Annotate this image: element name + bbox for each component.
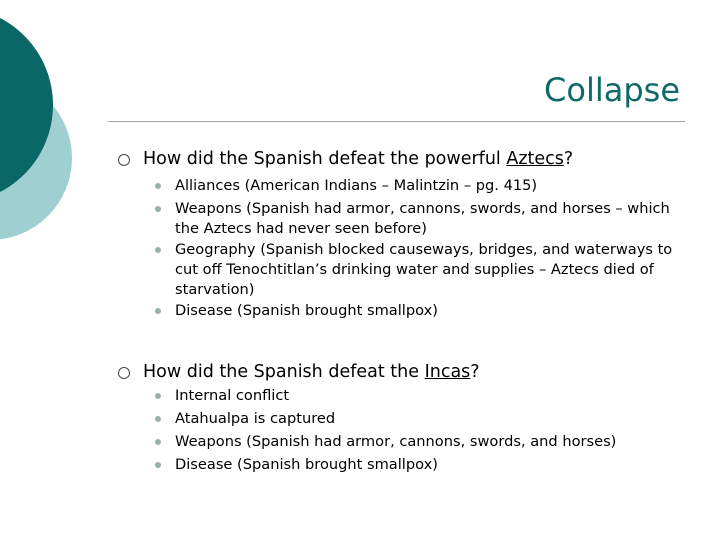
dot-bullet-icon — [155, 183, 161, 189]
hollow-circle-bullet-icon — [118, 367, 130, 379]
list-item: Disease (Spanish brought smallpox) — [175, 302, 438, 319]
dot-bullet-icon — [155, 462, 161, 468]
list-item: Alliances (American Indians – Malintzin – pg. 415) — [175, 177, 538, 194]
question-aztecs: How did the Spanish defeat the powerful Aztecs? — [143, 149, 574, 169]
dot-bullet-icon — [155, 308, 161, 314]
incas-link[interactable]: Incas — [424, 362, 471, 382]
dot-bullet-icon — [155, 416, 161, 422]
list-item: Atahualpa is captured — [175, 410, 336, 427]
title-divider — [108, 121, 685, 122]
list-item: Weapons (Spanish had armor, cannons, swords, and horses) — [175, 433, 617, 450]
dot-bullet-icon — [155, 393, 161, 399]
dot-bullet-icon — [155, 439, 161, 445]
dot-bullet-icon — [155, 206, 161, 212]
hollow-circle-bullet-icon — [118, 154, 130, 166]
dot-bullet-icon — [155, 247, 161, 253]
list-item: Geography (Spanish blocked causeways, bridges, and waterways to cut off Tenochtitlan’s drinking water and supplies – Aztecs died of starvation) — [175, 241, 673, 298]
question-incas: How did the Spanish defeat the Incas? — [143, 362, 480, 382]
list-item: Internal conflict — [175, 387, 290, 404]
list-item: Disease (Spanish brought smallpox) — [175, 456, 438, 473]
slide-title: Collapse — [544, 71, 680, 109]
aztecs-link[interactable]: Aztecs — [506, 149, 564, 169]
list-item: Weapons (Spanish had armor, cannons, swords, and horses – which the Aztecs had never seen before) — [175, 200, 670, 237]
